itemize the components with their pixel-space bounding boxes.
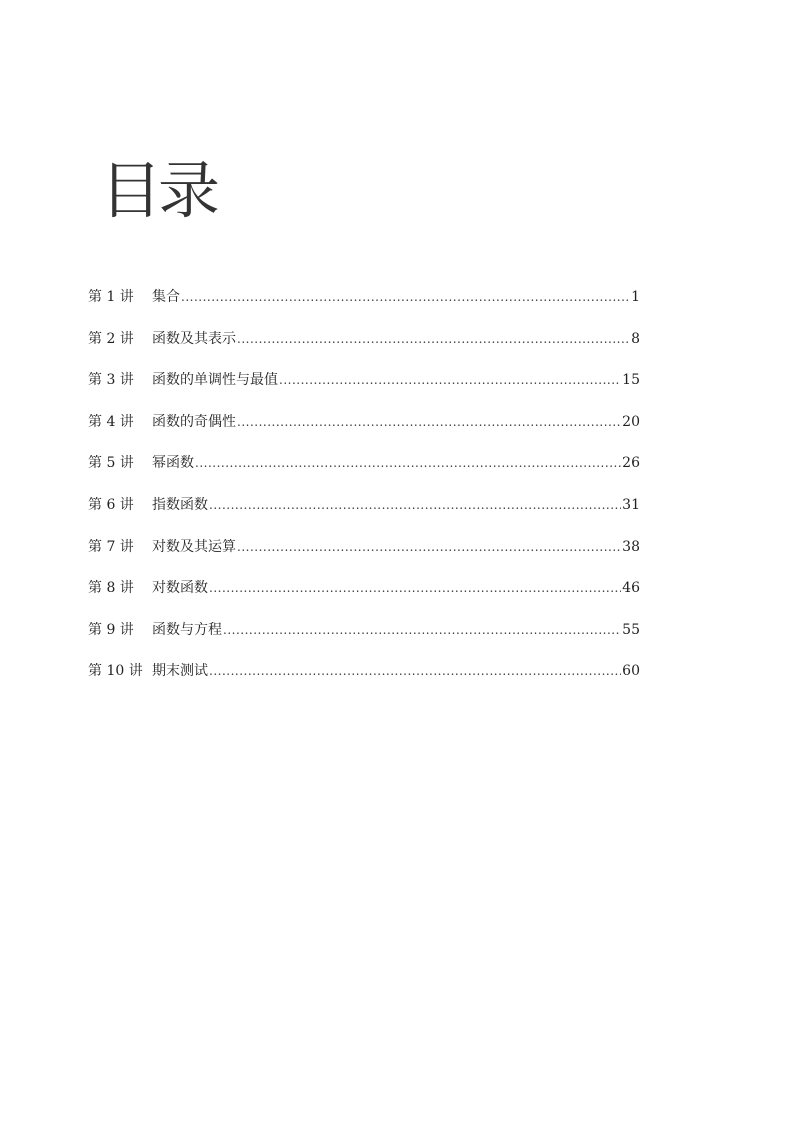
toc-lecture-number: 第 9 讲 (88, 621, 134, 638)
toc-entry-2[interactable] (88, 329, 640, 371)
toc-entry-10[interactable] (88, 661, 640, 703)
toc-lecture-number: 第 1 讲 (88, 289, 134, 305)
toc-lecture-number: 第 5 讲 (88, 455, 134, 472)
toc-entry-5[interactable] (88, 453, 640, 495)
toc-entry-7[interactable] (88, 537, 640, 579)
toc-lecture-title: 期末测试 (152, 663, 208, 680)
toc-page-number: 8 (631, 330, 640, 347)
toc-page-number: 46 (622, 580, 640, 597)
toc-dot-leader (209, 495, 621, 515)
page-title: 目录 (100, 153, 217, 227)
toc-lecture-title: 函数的奇偶性 (152, 413, 236, 430)
toc-lecture-title: 对数函数 (152, 580, 208, 597)
toc-entry-1[interactable] (88, 287, 640, 329)
toc-lecture-title: 集合 (152, 289, 180, 305)
toc-entry-4[interactable] (88, 412, 640, 454)
toc-lecture-title: 函数及其表示 (152, 330, 236, 347)
toc-page-number: 38 (622, 538, 640, 555)
toc-lecture-number: 第 7 讲 (88, 538, 134, 555)
toc-lecture-title: 函数的单调性与最值 (152, 372, 278, 389)
toc-lecture-title: 幂函数 (152, 455, 194, 472)
toc-dot-leader (237, 329, 630, 349)
toc-page-number: 1 (631, 289, 640, 305)
toc-lecture-number: 第 4 讲 (88, 413, 134, 430)
toc-lecture-title: 对数及其运算 (152, 538, 236, 555)
toc-lecture-number: 第 3 讲 (88, 372, 134, 389)
toc-dot-leader (279, 370, 621, 390)
toc-page-number: 60 (622, 663, 640, 680)
toc-lecture-number: 第 6 讲 (88, 496, 134, 513)
toc-page-number: 26 (622, 455, 640, 472)
toc-dot-leader (195, 453, 621, 473)
toc-entry-6[interactable] (88, 495, 640, 537)
toc-entry-9[interactable] (88, 620, 640, 662)
toc-entry-8[interactable] (88, 578, 640, 620)
toc-page-number: 31 (622, 496, 640, 513)
toc-dot-leader (237, 537, 621, 557)
toc-page-number: 55 (622, 621, 640, 638)
toc-lecture-number: 第 10 讲 (88, 663, 143, 680)
toc-lecture-title: 指数函数 (152, 496, 208, 513)
toc-entry-3[interactable] (88, 370, 640, 412)
toc-dot-leader (181, 287, 630, 307)
toc-dot-leader (209, 578, 621, 598)
toc-dot-leader (237, 412, 621, 432)
toc-lecture-title: 函数与方程 (152, 621, 222, 638)
toc-dot-leader (209, 661, 621, 681)
toc-dot-leader (223, 620, 621, 640)
toc-lecture-number: 第 2 讲 (88, 330, 134, 347)
table-of-contents (88, 287, 640, 703)
toc-lecture-number: 第 8 讲 (88, 580, 134, 597)
toc-page-number: 15 (622, 372, 640, 389)
toc-page-number: 20 (622, 413, 640, 430)
